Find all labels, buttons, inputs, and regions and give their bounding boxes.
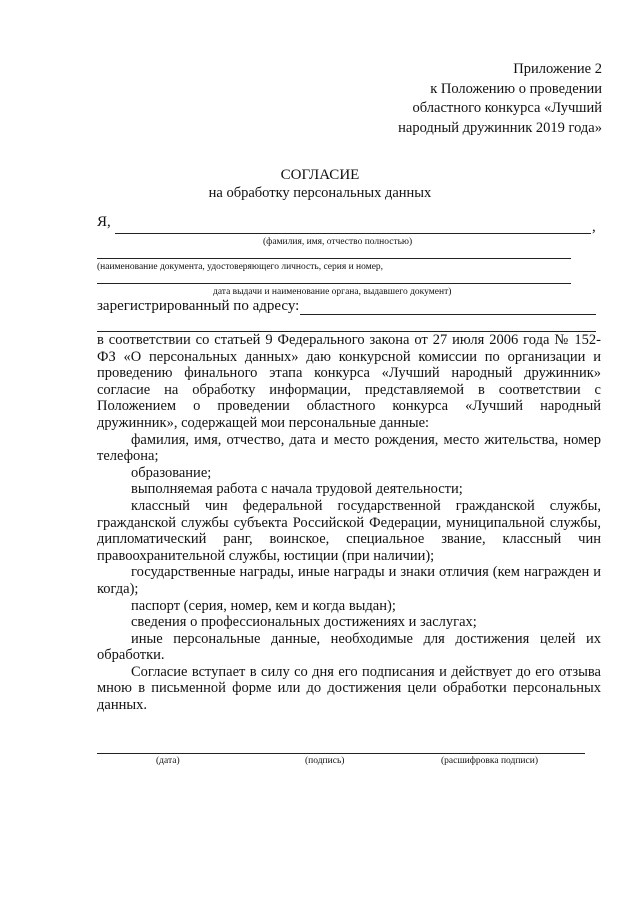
ya-comma: , — [592, 219, 596, 235]
list-item: выполняемая работа с начала трудовой деятельности; — [131, 481, 463, 498]
signature-field-line[interactable] — [97, 753, 585, 754]
document-subtitle: на обработку персональных данных — [208, 185, 432, 201]
document-issue-field-line[interactable] — [97, 283, 571, 284]
appendix-header — [302, 60, 602, 138]
document-issue-caption: дата выдачи и наименование органа, выдавшего документ) — [213, 287, 452, 297]
list-item: паспорт (серия, номер, кем и когда выдан); — [131, 597, 396, 614]
fio-caption: (фамилия, имя, отчество полностью) — [263, 237, 413, 247]
date-caption: (дата) — [156, 756, 180, 766]
address-field-line[interactable] — [300, 314, 596, 315]
fio-field-line[interactable] — [115, 233, 591, 234]
list-item: государственные награды, иные награды и знаки отличия (кем награжден и когда); — [97, 564, 601, 597]
document-caption: (наименование документа, удостоверяющего личность, серия и номер, — [97, 262, 384, 272]
list-item: сведения о профессиональных достижениях и заслугах; — [131, 614, 477, 631]
list-item: образование; — [131, 464, 212, 481]
consent-intro: в соответствии со статьей 9 Федерального закона от 27 июля 2006 года № 152-ФЗ «О персональных данных» даю конкурсной комиссии по организации и проведению финального этапа конкурса «Лучший народный дружинник» согласие на обработку информации, представляемой в соответствии с Положением о проведении областного конкурса «Лучший народный дружинник», содержащей мои персональные данные: — [97, 332, 601, 431]
document-title: СОГЛАСИЕ — [280, 167, 360, 183]
decode-caption: (расшифровка подписи) — [441, 756, 538, 766]
ya-label: Я, — [97, 214, 111, 230]
list-item: фамилия, имя, отчество, дата и место рождения, место жительства, номер телефона; — [97, 431, 601, 465]
list-item: иные персональные данные, необходимые для достижения целей их обработки. — [97, 630, 601, 664]
appendix-line: Приложение 2 — [513, 61, 602, 77]
consent-body — [97, 332, 601, 714]
appendix-line: народный дружинник 2019 года» — [398, 119, 602, 136]
signature-caption: (подпись) — [305, 756, 345, 766]
address-label: зарегистрированный по адресу: — [97, 298, 300, 314]
appendix-line: областного конкурса «Лучший — [412, 100, 602, 116]
list-item: классный чин федеральной государственной гражданской службы, гражданской службы субъекта Российской Федерации, муниципальной службы, дипломатический ранг, воинское, специальное звание, классный чин правоохранительной службы, юстиции (при наличии); — [97, 497, 601, 564]
appendix-line: к Положению о проведении — [430, 80, 602, 97]
consent-closing: Согласие вступает в силу со дня его подписания и действует до его отзыва мною в письменной форме или до достижения цели обработки персональных данных. — [97, 663, 601, 714]
document-field-line[interactable] — [97, 258, 571, 259]
